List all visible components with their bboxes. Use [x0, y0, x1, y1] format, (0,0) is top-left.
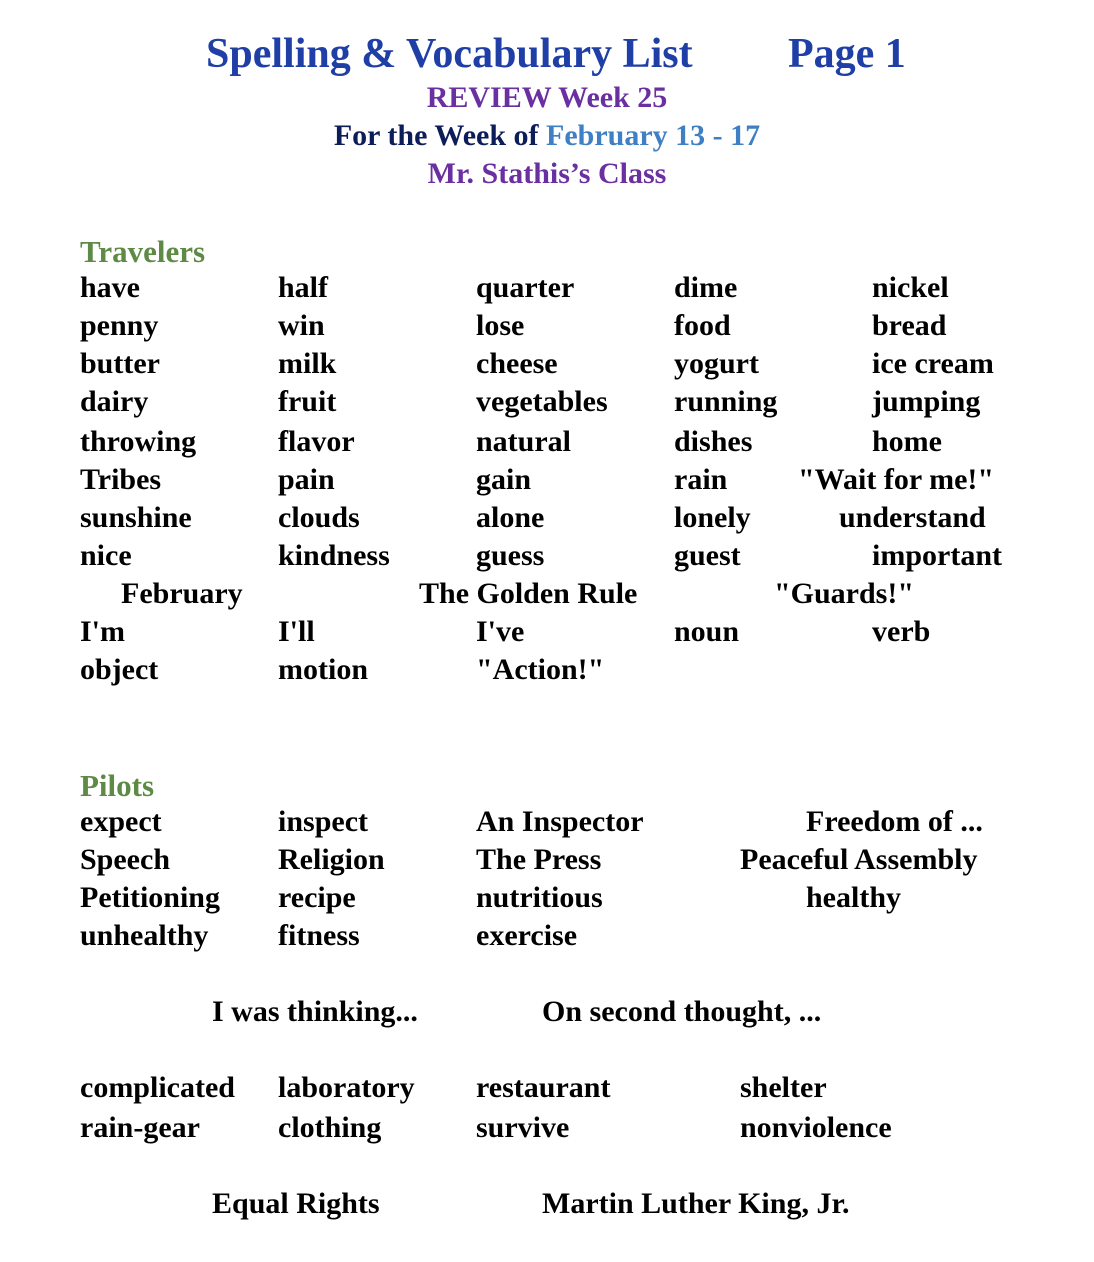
week-dates: February 13 - 17	[546, 119, 761, 152]
word: bread	[872, 309, 947, 342]
word: rain	[674, 463, 728, 496]
word: lose	[476, 309, 525, 342]
word: penny	[80, 309, 159, 342]
word: laboratory	[278, 1071, 415, 1104]
word: "Guards!"	[774, 577, 914, 610]
word: Freedom of ...	[806, 805, 983, 838]
word: shelter	[740, 1071, 827, 1104]
word: rain-gear	[80, 1111, 200, 1144]
word: recipe	[278, 881, 356, 914]
word: understand	[839, 501, 986, 534]
word: I've	[476, 615, 525, 648]
word: important	[872, 539, 1002, 572]
phrase: I was thinking...	[212, 995, 418, 1028]
word: milk	[278, 347, 337, 380]
word: nutritious	[476, 881, 603, 914]
word: nickel	[872, 271, 949, 304]
word: survive	[476, 1111, 570, 1144]
review-week: REVIEW Week 25	[426, 81, 668, 114]
word: quarter	[476, 271, 575, 304]
word: restaurant	[476, 1071, 611, 1104]
word: nice	[80, 539, 132, 572]
pilots-heading: Pilots	[80, 768, 155, 803]
word: Peaceful Assembly	[740, 843, 978, 876]
word: cheese	[476, 347, 558, 380]
word: half	[278, 271, 329, 304]
word: Petitioning	[80, 881, 220, 914]
word: February	[121, 577, 243, 610]
word: flavor	[278, 425, 355, 458]
word: clothing	[278, 1111, 382, 1144]
word: dairy	[80, 385, 149, 418]
word: win	[278, 309, 325, 342]
word: alone	[476, 501, 545, 534]
word: home	[872, 425, 942, 458]
word: "Action!"	[476, 653, 605, 686]
word: throwing	[80, 425, 197, 458]
word: dime	[674, 271, 738, 304]
word: pain	[278, 463, 335, 496]
word: vegetables	[476, 385, 608, 418]
word: The Golden Rule	[419, 577, 638, 610]
phrase: Martin Luther King, Jr.	[542, 1187, 850, 1220]
word: fitness	[278, 919, 360, 952]
page-number: Page 1	[788, 31, 906, 77]
word: exercise	[476, 919, 578, 952]
travelers-heading: Travelers	[80, 234, 206, 269]
word: butter	[80, 347, 160, 380]
word: running	[674, 385, 778, 418]
word: object	[80, 653, 159, 686]
phrase: On second thought, ...	[542, 995, 822, 1028]
word: have	[80, 271, 140, 304]
word: nonviolence	[740, 1111, 892, 1144]
word: kindness	[278, 539, 390, 572]
word: unhealthy	[80, 919, 209, 952]
word: food	[674, 309, 731, 342]
word: "Wait for me!"	[798, 463, 995, 496]
word: Tribes	[80, 463, 162, 496]
word: sunshine	[80, 501, 192, 534]
word: Religion	[278, 843, 385, 876]
word: I'm	[80, 615, 125, 648]
word: fruit	[278, 385, 337, 418]
page-title: Spelling & Vocabulary List	[206, 31, 693, 77]
word: expect	[80, 805, 162, 838]
word: Speech	[80, 843, 170, 876]
class-name: Mr. Stathis’s Class	[427, 157, 667, 190]
word: guest	[674, 539, 741, 572]
word: jumping	[872, 385, 981, 418]
word: verb	[872, 615, 931, 648]
phrase: Equal Rights	[212, 1187, 380, 1220]
week-of-line	[0, 121, 1094, 151]
word: inspect	[278, 805, 368, 838]
week-prefix: For the Week of	[333, 119, 539, 152]
word: noun	[674, 615, 740, 648]
word: gain	[476, 463, 532, 496]
word: lonely	[674, 501, 751, 534]
word: dishes	[674, 425, 753, 458]
word: I'll	[278, 615, 315, 648]
word: ice cream	[872, 347, 994, 380]
word: guess	[476, 539, 545, 572]
word: motion	[278, 653, 368, 686]
word: clouds	[278, 501, 360, 534]
word: An Inspector	[476, 805, 644, 838]
word: yogurt	[674, 347, 759, 380]
word: natural	[476, 425, 572, 458]
word: healthy	[806, 881, 902, 914]
word: complicated	[80, 1071, 235, 1104]
word: The Press	[476, 843, 602, 876]
